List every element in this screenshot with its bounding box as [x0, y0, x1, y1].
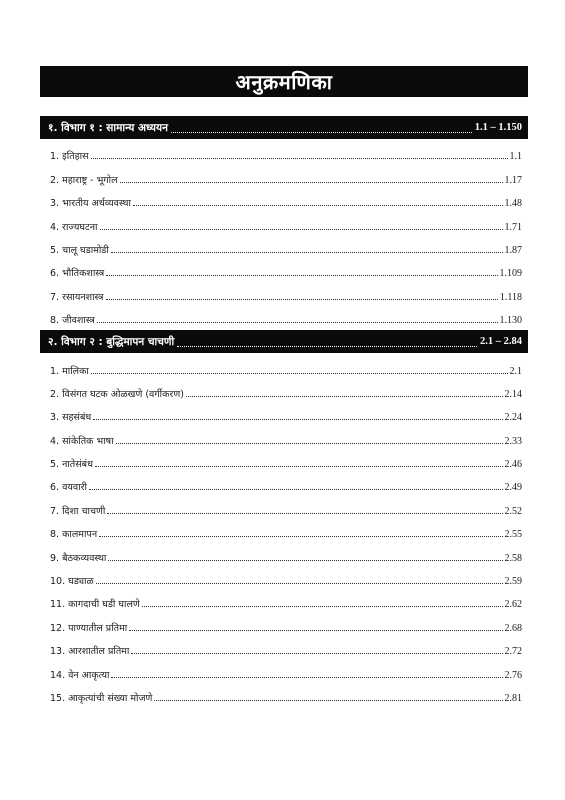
toc-entry[interactable]: [40, 209, 528, 232]
entry-page-number: 1.118: [499, 291, 522, 303]
entry-page-number: 2.81: [504, 692, 522, 704]
entry-page-number: 2.72: [504, 646, 522, 658]
entry-page-number: 1.1: [509, 151, 522, 163]
entry-number: 8.: [50, 529, 60, 541]
dot-leader: [89, 489, 503, 490]
section-header[interactable]: [40, 330, 528, 353]
dot-leader: [96, 583, 503, 584]
entry-label: आरशातील प्रतिमा: [68, 646, 130, 658]
entry-page-number: 2.68: [504, 622, 522, 634]
entry-number: 7.: [50, 505, 60, 517]
dot-leader: [171, 122, 472, 133]
section-label: २. विभाग २ : बुद्धिमापन चाचणी: [48, 335, 175, 348]
entry-number: 3.: [50, 412, 60, 424]
entry-number: 7.: [50, 291, 60, 303]
dot-leader: [177, 336, 477, 347]
toc-entry[interactable]: [40, 634, 528, 657]
entry-label: इतिहास: [62, 151, 89, 163]
entry-number: 14.: [50, 669, 66, 681]
entry-page-number: 2.14: [504, 388, 522, 400]
entry-label: घड्याळ: [68, 576, 94, 588]
entry-page-number: 1.71: [504, 221, 522, 233]
toc-entry[interactable]: [40, 377, 528, 400]
entry-label: बैठकव्यवस्था: [62, 552, 107, 564]
dot-leader: [93, 419, 502, 420]
dot-leader: [154, 700, 502, 701]
entry-page-number: 1.48: [504, 198, 522, 210]
entry-label: आकृत्यांची संख्या मोजणे: [68, 692, 153, 704]
entry-number: 1.: [50, 365, 60, 377]
toc-entry[interactable]: [40, 540, 528, 563]
entry-number: 9.: [50, 552, 60, 564]
entry-number: 5.: [50, 244, 60, 256]
toc-entry[interactable]: [40, 493, 528, 516]
entry-label: भौतिकशास्त्र: [62, 268, 105, 280]
entry-label: पाण्यातील प्रतिमा: [68, 622, 128, 634]
page-title: [40, 66, 528, 97]
entry-number: 4.: [50, 435, 60, 447]
entry-page-number: 1.130: [499, 315, 522, 327]
dot-leader: [116, 443, 503, 444]
entry-label: चालू घडामोडी: [62, 244, 109, 256]
dot-leader: [108, 560, 502, 561]
dot-leader: [133, 205, 503, 206]
dot-leader: [100, 229, 503, 230]
entry-number: 13.: [50, 646, 66, 658]
entry-label: दिशा चाचणी: [62, 505, 106, 517]
toc-entry[interactable]: [40, 139, 528, 162]
toc-entry[interactable]: [40, 353, 528, 376]
dot-leader: [91, 158, 508, 159]
toc-entry[interactable]: [40, 162, 528, 185]
entry-page-number: 2.58: [504, 552, 522, 564]
page-title-text: अनुक्रमणिका: [235, 70, 333, 94]
entry-number: 3.: [50, 198, 60, 210]
entry-number: 2.: [50, 174, 60, 186]
entry-page-number: 1.109: [499, 268, 522, 280]
entry-page-number: 2.62: [504, 599, 522, 611]
toc-entry[interactable]: [40, 681, 528, 704]
entry-page-number: 2.24: [504, 412, 522, 424]
entry-label: कागदाची घडी घालणे: [68, 599, 140, 611]
entry-label: विसंगत घटक ओळखणे (वर्गीकरण): [62, 388, 184, 400]
dot-leader: [97, 322, 498, 323]
section-page-range: 1.1 – 1.150: [474, 122, 522, 133]
entry-number: 5.: [50, 459, 60, 471]
entry-number: 6.: [50, 482, 60, 494]
dot-leader: [111, 677, 502, 678]
toc-entry[interactable]: [40, 233, 528, 256]
entry-number: 11.: [50, 599, 66, 611]
dot-leader: [106, 299, 498, 300]
entry-page-number: 2.46: [504, 459, 522, 471]
dot-leader: [111, 252, 503, 253]
entry-page-number: 2.49: [504, 482, 522, 494]
entry-number: 15.: [50, 692, 66, 704]
entry-number: 12.: [50, 622, 66, 634]
section-entries: [40, 139, 528, 326]
entry-label: नातेसंबंध: [62, 459, 93, 471]
entry-page-number: 2.59: [504, 576, 522, 588]
entry-number: 4.: [50, 221, 60, 233]
dot-leader: [107, 513, 502, 514]
dot-leader: [142, 606, 503, 607]
entry-label: मालिका: [62, 365, 89, 377]
toc-entry[interactable]: [40, 517, 528, 540]
toc-entry[interactable]: [40, 564, 528, 587]
section-entries: [40, 353, 528, 704]
section-label: १. विभाग १ : सामान्य अध्ययन: [48, 121, 168, 134]
toc-entry[interactable]: [40, 186, 528, 209]
toc-entry[interactable]: [40, 303, 528, 326]
entry-number: 2.: [50, 388, 60, 400]
toc-entry[interactable]: [40, 447, 528, 470]
entry-page-number: 2.76: [504, 669, 522, 681]
entry-label: भारतीय अर्थव्यवस्था: [62, 198, 131, 210]
entry-number: 8.: [50, 315, 60, 327]
toc-entry[interactable]: [40, 423, 528, 446]
toc-entry[interactable]: [40, 400, 528, 423]
entry-label: महाराष्ट्र - भूगोल: [62, 174, 118, 186]
toc-entry[interactable]: [40, 610, 528, 633]
entry-label: कालमापन: [62, 529, 98, 541]
dot-leader: [131, 653, 502, 654]
toc-entry[interactable]: [40, 256, 528, 279]
entry-label: वयवारी: [62, 482, 87, 494]
dot-leader: [95, 466, 503, 467]
entry-page-number: 2.55: [504, 529, 522, 541]
toc-entry[interactable]: [40, 657, 528, 680]
toc-entry[interactable]: [40, 470, 528, 493]
entry-page-number: 2.1: [509, 365, 522, 377]
toc-entry[interactable]: [40, 587, 528, 610]
dot-leader: [129, 630, 502, 631]
entry-label: सहसंबंध: [62, 412, 92, 424]
section-page-range: 2.1 – 2.84: [480, 336, 522, 348]
entry-number: 1.: [50, 151, 60, 163]
dot-leader: [186, 396, 503, 397]
entry-label: राज्यघटना: [62, 221, 98, 233]
entry-label: जीवशास्त्र: [62, 315, 95, 327]
toc-entry[interactable]: [40, 279, 528, 302]
entry-label: सांकेतिक भाषा: [62, 435, 114, 447]
dot-leader: [91, 373, 508, 374]
section-header[interactable]: [40, 116, 528, 139]
entry-number: 10.: [50, 576, 66, 588]
dot-leader: [106, 275, 497, 276]
entry-label: रसायनशास्त्र: [62, 291, 104, 303]
entry-number: 6.: [50, 268, 60, 280]
entry-page-number: 2.33: [504, 435, 522, 447]
entry-page-number: 1.17: [504, 174, 522, 186]
table-of-contents: [40, 66, 528, 704]
entry-page-number: 1.87: [504, 244, 522, 256]
entry-label: वेन आकृत्या: [68, 669, 110, 681]
dot-leader: [99, 536, 502, 537]
entry-page-number: 2.52: [504, 505, 522, 517]
dot-leader: [120, 182, 503, 183]
